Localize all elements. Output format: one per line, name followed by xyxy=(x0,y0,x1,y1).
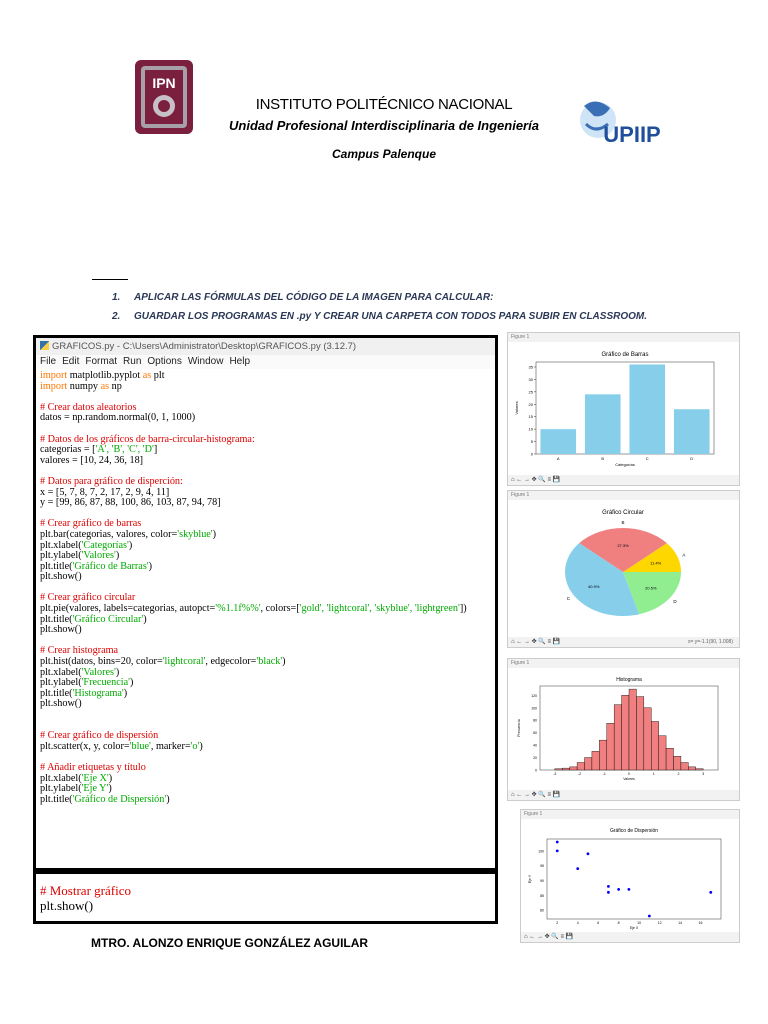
code-line: plt.ylabel('Eje Y') xyxy=(40,783,112,795)
chart-title: Gráfico Circular xyxy=(602,510,644,516)
y-tick-label: 15 xyxy=(528,414,533,420)
x-axis-label: Eje X xyxy=(629,926,639,930)
chart-title: Gráfico de Dispersión xyxy=(609,828,659,834)
bar xyxy=(540,429,576,454)
unit-name: Unidad Profesional Interdisciplinaria de Ingeniería xyxy=(229,118,539,133)
y-tick-label: 120 xyxy=(531,693,537,698)
y-axis-label: Frecuencia xyxy=(517,719,521,737)
x-tick-label: 12 xyxy=(657,921,662,925)
x-tick-label: 16 xyxy=(698,921,703,925)
hist-bar xyxy=(651,721,658,770)
y-tick-label: 20 xyxy=(528,401,533,407)
figure-title-bar: Figure 1 xyxy=(508,333,739,342)
menu-options[interactable]: Options xyxy=(147,356,182,367)
code-comment: # Datos de los gráficos de barra-circular-histograma: xyxy=(40,433,255,445)
hist-bar xyxy=(592,751,599,770)
x-tick-label: D xyxy=(690,456,694,461)
figure-title-bar: Figure 1 xyxy=(508,491,739,500)
slice-pct-label: 27.3% xyxy=(617,543,629,549)
bar-chart xyxy=(508,342,739,475)
menu-run[interactable]: Run xyxy=(123,356,142,367)
y-tick-label: 80 xyxy=(533,718,537,723)
scatter-point xyxy=(556,841,559,844)
x-tick-label: 0 xyxy=(628,772,630,776)
hist-bar xyxy=(585,758,592,770)
hist-bar xyxy=(644,708,651,770)
code-line: plt.show() xyxy=(40,624,82,636)
y-tick-label: 85 xyxy=(540,893,544,898)
code-line: categorias = ['A', 'B', 'C', 'D'] xyxy=(40,444,158,456)
scatter-chart xyxy=(521,819,739,932)
hist-bar xyxy=(688,767,695,770)
code-comment: # Crear gráfico de barras xyxy=(40,518,142,530)
histogram-chart xyxy=(508,668,739,790)
menu-window[interactable]: Window xyxy=(187,356,224,367)
slice-pct-label: 20.5% xyxy=(645,585,657,591)
y-tick-label: 60 xyxy=(533,731,537,736)
teacher-name: MTRO. ALONZO ENRIQUE GONZÁLEZ AGUILAR xyxy=(91,936,369,950)
idle-editor-bottom xyxy=(33,871,498,924)
editor-title-bar xyxy=(36,338,495,355)
chart-title: Gráfico de Barras xyxy=(601,352,649,358)
x-axis-label: Categorías xyxy=(615,462,635,467)
hist-bar xyxy=(599,740,606,770)
x-tick-label: 10 xyxy=(637,921,642,925)
pie-chart xyxy=(508,500,739,637)
scatter-point xyxy=(607,891,610,894)
toolbar-icons[interactable]: ⌂ ← → ✥ 🔍 ≡ 💾 xyxy=(511,792,561,798)
scatter-point xyxy=(709,891,712,894)
code-line: x = [5, 7, 8, 7, 2, 17, 2, 9, 4, 11] xyxy=(40,486,170,498)
code-line: plt.scatter(x, y, color='blue', marker='o') xyxy=(40,740,203,752)
ipn-logo-text: IPN xyxy=(152,75,176,91)
y-tick-label: 25 xyxy=(528,389,533,395)
scatter-point xyxy=(587,852,590,855)
python-icon xyxy=(40,341,49,350)
y-tick-label: 5 xyxy=(530,439,533,445)
code-line: plt.show() xyxy=(40,898,94,913)
hist-bar xyxy=(622,695,629,770)
campus-name: Campus Palenque xyxy=(331,147,437,161)
x-tick-label: 14 xyxy=(678,921,683,925)
figure-scatter-window xyxy=(520,809,740,943)
code-comment: # Crear gráfico circular xyxy=(40,592,136,604)
y-tick-label: 20 xyxy=(533,756,537,761)
y-tick-label: 95 xyxy=(540,864,544,869)
figure-toolbar xyxy=(508,637,739,647)
slice-label: B xyxy=(621,520,625,526)
toolbar-icons[interactable]: ⌂ ← → ✥ 🔍 ≡ 💾 xyxy=(524,934,574,940)
code-line: import numpy as np xyxy=(40,380,122,392)
code-line: plt.ylabel('Valores') xyxy=(40,550,120,562)
hist-bar xyxy=(629,689,636,770)
x-tick-label: 6 xyxy=(597,921,600,925)
code-line: y = [99, 86, 87, 88, 100, 86, 103, 87, 94, 78] xyxy=(40,497,221,509)
x-tick-label: 1 xyxy=(652,772,655,776)
cursor-status: x= y=-1.1(90, 1.008) xyxy=(687,639,733,645)
x-tick-label: -1 xyxy=(602,772,606,776)
y-tick-label: 0 xyxy=(530,451,533,457)
hist-bar xyxy=(659,736,666,770)
hist-bar xyxy=(681,763,688,770)
x-tick-label: 2 xyxy=(677,772,680,776)
code-line: plt.xlabel('Categorías') xyxy=(40,539,133,551)
slice-label: D xyxy=(673,599,677,605)
code-line: datos = np.random.normal(0, 1, 1000) xyxy=(40,412,196,424)
y-tick-label: 30 xyxy=(528,376,533,382)
x-tick-label: 4 xyxy=(576,921,579,925)
code-line: import matplotlib.pyplot as plt xyxy=(40,370,165,381)
x-tick-label: A xyxy=(556,456,560,461)
slice-pct-label: 11.4% xyxy=(650,560,662,566)
instruction-2 xyxy=(112,311,647,322)
code-line: plt.pie(valores, labels=categorias, autopct='%1.1f%%', colors=['gold', 'lightcoral', 'skyblue', 'lightgreen']) xyxy=(40,603,467,615)
figure-bar-window xyxy=(507,332,740,486)
y-tick-label: 35 xyxy=(528,364,533,370)
y-tick-label: 90 xyxy=(540,878,544,883)
menu-file[interactable]: File xyxy=(40,356,57,367)
code-line: plt.show() xyxy=(40,571,82,583)
slice-label: A xyxy=(682,552,686,558)
menu-format[interactable]: Format xyxy=(85,356,118,367)
y-axis-label: Valores xyxy=(514,401,519,415)
x-axis-label: Valores xyxy=(623,777,635,781)
figure-pie-window xyxy=(507,490,740,648)
instruction-1 xyxy=(112,292,493,303)
y-tick-label: 0 xyxy=(535,768,537,773)
x-tick-label: 2 xyxy=(556,921,559,925)
code-line: plt.bar(categorias, valores, color='skyblue') xyxy=(40,528,217,540)
x-tick-label: 3 xyxy=(702,772,705,776)
code-area[interactable] xyxy=(36,369,495,807)
scatter-point xyxy=(617,888,620,891)
instruction-text: GUARDAR LOS PROGRAMAS EN .py Y CREAR UNA CARPETA CON TODOS PARA SUBIR EN CLASSROOM. xyxy=(134,311,647,322)
figure-title-bar: Figure 1 xyxy=(521,810,739,819)
code-comment: # Añadir etiquetas y título xyxy=(40,761,146,773)
code-line: plt.title('Gráfico Circular') xyxy=(40,613,147,625)
instruction-text: APLICAR LAS FÓRMULAS DEL CÓDIGO DE LA IMAGEN PARA CALCULAR: xyxy=(134,292,494,303)
code-comment: # Crear histograma xyxy=(40,645,119,657)
y-tick-label: 10 xyxy=(528,426,533,432)
chart-title: Histograma xyxy=(616,677,642,683)
code-comment: # Mostrar gráfico xyxy=(40,883,131,898)
toolbar-icons[interactable]: ⌂ ← → ✥ 🔍 ≡ 💾 xyxy=(511,639,561,645)
bar xyxy=(629,364,665,454)
x-tick-label: 8 xyxy=(617,921,620,925)
figure-toolbar xyxy=(508,790,739,800)
hist-bar xyxy=(577,763,584,770)
code-comment: # Crear datos aleatorios xyxy=(40,401,137,413)
hist-bar xyxy=(696,769,703,770)
scatter-point xyxy=(576,867,579,870)
divider xyxy=(92,279,128,280)
idle-editor-window xyxy=(33,335,498,871)
code-line: plt.title('Gráfico de Dispersión') xyxy=(40,793,170,805)
scatter-point xyxy=(607,885,610,888)
x-tick-label: B xyxy=(601,456,605,461)
toolbar-icons[interactable]: ⌂ ← → ✥ 🔍 ≡ 💾 xyxy=(511,477,561,483)
y-tick-label: 80 xyxy=(540,908,544,913)
bar xyxy=(674,409,710,454)
code-line: plt.ylabel('Frecuencia') xyxy=(40,677,134,689)
scatter-point xyxy=(627,888,630,891)
instruction-number: 1. xyxy=(112,292,121,303)
code-line: plt.hist(datos, bins=20, color='lightcoral', edgecolor='black') xyxy=(40,656,286,668)
hist-bar xyxy=(562,768,569,770)
code-comment: # Crear gráfico de dispersión xyxy=(40,730,159,742)
x-tick-label: C xyxy=(645,456,649,461)
figure-toolbar xyxy=(508,475,739,485)
hist-bar xyxy=(555,769,562,770)
editor-title: GRAFICOS.py - C:\Users\Administrator\Desktop\GRAFICOS.py (3.12.7) xyxy=(52,341,357,352)
figure-hist-window xyxy=(507,658,740,801)
editor-menu-bar xyxy=(36,355,495,369)
y-tick-label: 100 xyxy=(531,706,537,711)
upiip-logo-text: UPIIP xyxy=(603,122,661,147)
code-line: plt.title('Histograma') xyxy=(40,687,128,699)
hist-bar xyxy=(607,723,614,770)
x-tick-label: -3 xyxy=(553,772,557,776)
institute-name: INSTITUTO POLITÉCNICO NACIONAL xyxy=(255,96,513,113)
menu-edit[interactable]: Edit xyxy=(62,356,80,367)
plot-frame xyxy=(547,839,721,919)
hist-bar xyxy=(614,705,621,770)
scatter-point xyxy=(648,915,651,918)
figure-toolbar xyxy=(521,932,739,942)
code-line: plt.show() xyxy=(40,698,82,710)
code-comment: # Datos para gráfico de disperción: xyxy=(40,475,183,487)
code-line: valores = [10, 24, 36, 18] xyxy=(40,454,144,466)
slice-pct-label: 40.9% xyxy=(588,583,600,589)
y-tick-label: 100 xyxy=(538,849,544,854)
bar xyxy=(585,394,621,454)
code-line: plt.xlabel('Valores') xyxy=(40,666,120,678)
code-line: plt.title('Gráfico de Barras') xyxy=(40,560,153,572)
figure-title-bar: Figure 1 xyxy=(508,659,739,668)
menu-help[interactable]: Help xyxy=(229,356,251,367)
scatter-point xyxy=(556,849,559,852)
y-axis-label: Eje Y xyxy=(528,874,532,884)
y-tick-label: 40 xyxy=(533,743,537,748)
code-line: plt.xlabel('Eje X') xyxy=(40,772,113,784)
hist-bar xyxy=(674,756,681,770)
hist-bar xyxy=(570,767,577,770)
hist-bar xyxy=(666,748,673,770)
slice-label: C xyxy=(566,596,570,602)
x-tick-label: -2 xyxy=(577,772,582,776)
hist-bar xyxy=(636,697,643,770)
instruction-number: 2. xyxy=(112,311,121,322)
